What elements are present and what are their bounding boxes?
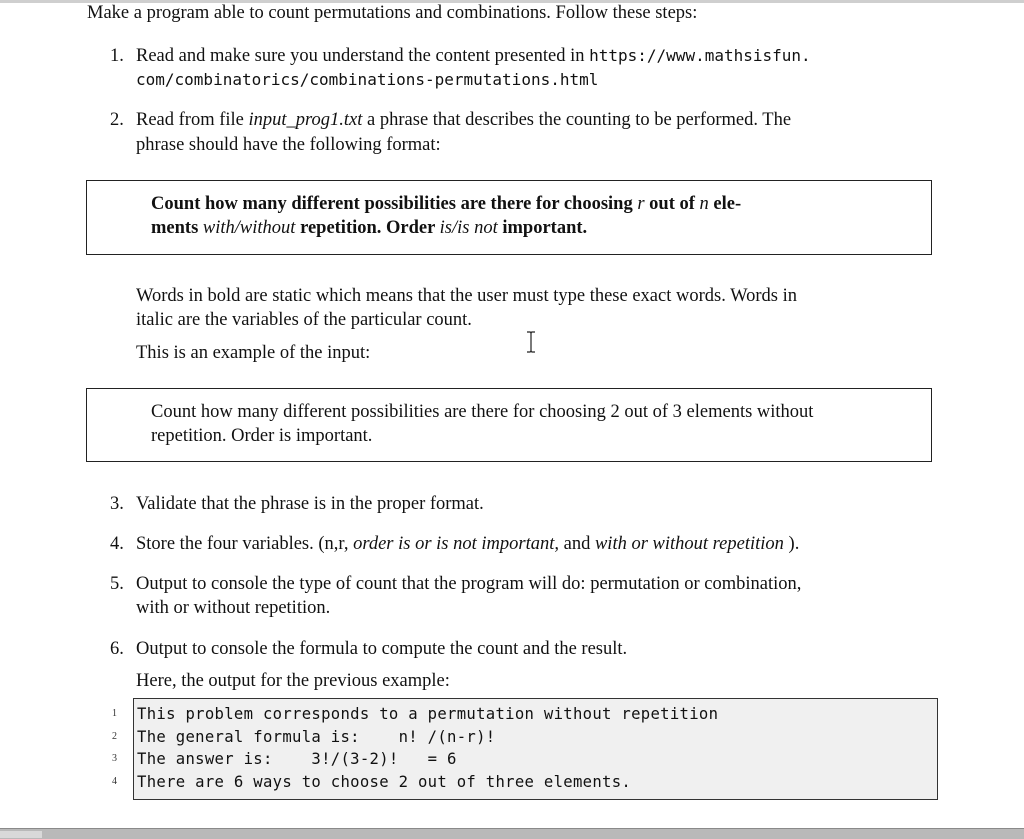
step-1-text: [136, 44, 811, 68]
step-5-line-1: Output to console the type of count that the program will do: permutation or combination,: [136, 574, 802, 594]
step-4-var-order: order is or is not important,: [353, 534, 559, 554]
step-2-number: 2.: [110, 110, 124, 130]
format-var-repetition: with/without: [202, 218, 296, 238]
step-1-number: 1.: [110, 46, 124, 66]
format-box-line-1: [151, 192, 741, 216]
step-2-line-2: phrase should have the following format:: [136, 135, 441, 155]
format-var-r: r: [637, 194, 645, 214]
input-filename: input_prog1.txt: [248, 110, 363, 130]
example-line-1: Count how many different possibilities are there for choosing 2 out of 3 elements without: [151, 402, 814, 422]
format-static-5: repetition. Order: [300, 218, 436, 238]
code-line: The general formula is: n! /(n-r)!: [137, 728, 496, 746]
format-static-2: out of: [649, 194, 695, 214]
step-5-line-2: with or without repetition.: [136, 598, 331, 618]
format-static-4: ments: [151, 218, 199, 238]
step-1-lead: Read and make sure you understand the content presented in: [136, 46, 585, 66]
code-line-number: 3: [112, 753, 117, 764]
step-1-url-part-2[interactable]: com/combinatorics/combinations-permutations.html: [136, 70, 599, 89]
step-2-pre: Read from file: [136, 110, 244, 130]
step-2-post: a phrase that describes the counting to be performed. The: [367, 110, 792, 130]
format-static-6: important.: [502, 218, 588, 238]
format-var-n: n: [699, 194, 709, 214]
step-4-text: [136, 532, 799, 556]
code-line: There are 6 ways to choose 2 out of three elements.: [137, 773, 632, 791]
step-2-line-1: [136, 108, 791, 132]
scrollbar-thumb[interactable]: [0, 831, 42, 838]
explain-line-1: Words in bold are static which means that the user must type these exact words. Words in: [136, 286, 797, 306]
example-line-2: repetition. Order is important.: [151, 426, 373, 446]
code-line: This problem corresponds to a permutation without repetition: [137, 705, 719, 723]
code-line-number: 4: [112, 776, 117, 787]
step-6-line-1: Output to console the formula to compute the count and the result.: [136, 639, 628, 659]
example-box: [86, 388, 932, 462]
explain-line-3: This is an example of the input:: [136, 343, 371, 363]
format-static-3: ele-: [713, 194, 742, 214]
step-4-number: 4.: [110, 534, 124, 554]
step-1-url-part-1[interactable]: https://www.mathsisfun.: [589, 46, 811, 65]
step-4-var-repetition: with or without repetition: [594, 534, 784, 554]
format-box-line-2: [151, 216, 587, 240]
code-line-number: 2: [112, 731, 117, 742]
intro-text: Make a program able to count permutations and combinations. Follow these steps:: [87, 3, 698, 23]
step-5-number: 5.: [110, 574, 124, 594]
format-box: [86, 180, 932, 255]
step-3-text: Validate that the phrase is in the proper format.: [136, 494, 484, 514]
step-6-number: 6.: [110, 639, 124, 659]
format-var-order: is/is not: [439, 218, 498, 238]
text-cursor-icon: [525, 331, 537, 353]
step-4-pre: Store the four variables. (n,r,: [136, 534, 349, 554]
console-output-listing: [133, 698, 938, 800]
step-4-and: and: [563, 534, 591, 554]
explain-line-2: italic are the variables of the particular count.: [136, 310, 472, 330]
step-4-post: ).: [788, 534, 800, 554]
format-static-1: Count how many different possibilities are there for choosing: [151, 194, 633, 214]
step-6-line-2: Here, the output for the previous example:: [136, 671, 450, 691]
step-3-number: 3.: [110, 494, 124, 514]
horizontal-scrollbar[interactable]: [0, 828, 1024, 839]
code-line: The answer is: 3!/(3-2)! = 6: [137, 750, 457, 768]
code-line-number: 1: [112, 708, 117, 719]
